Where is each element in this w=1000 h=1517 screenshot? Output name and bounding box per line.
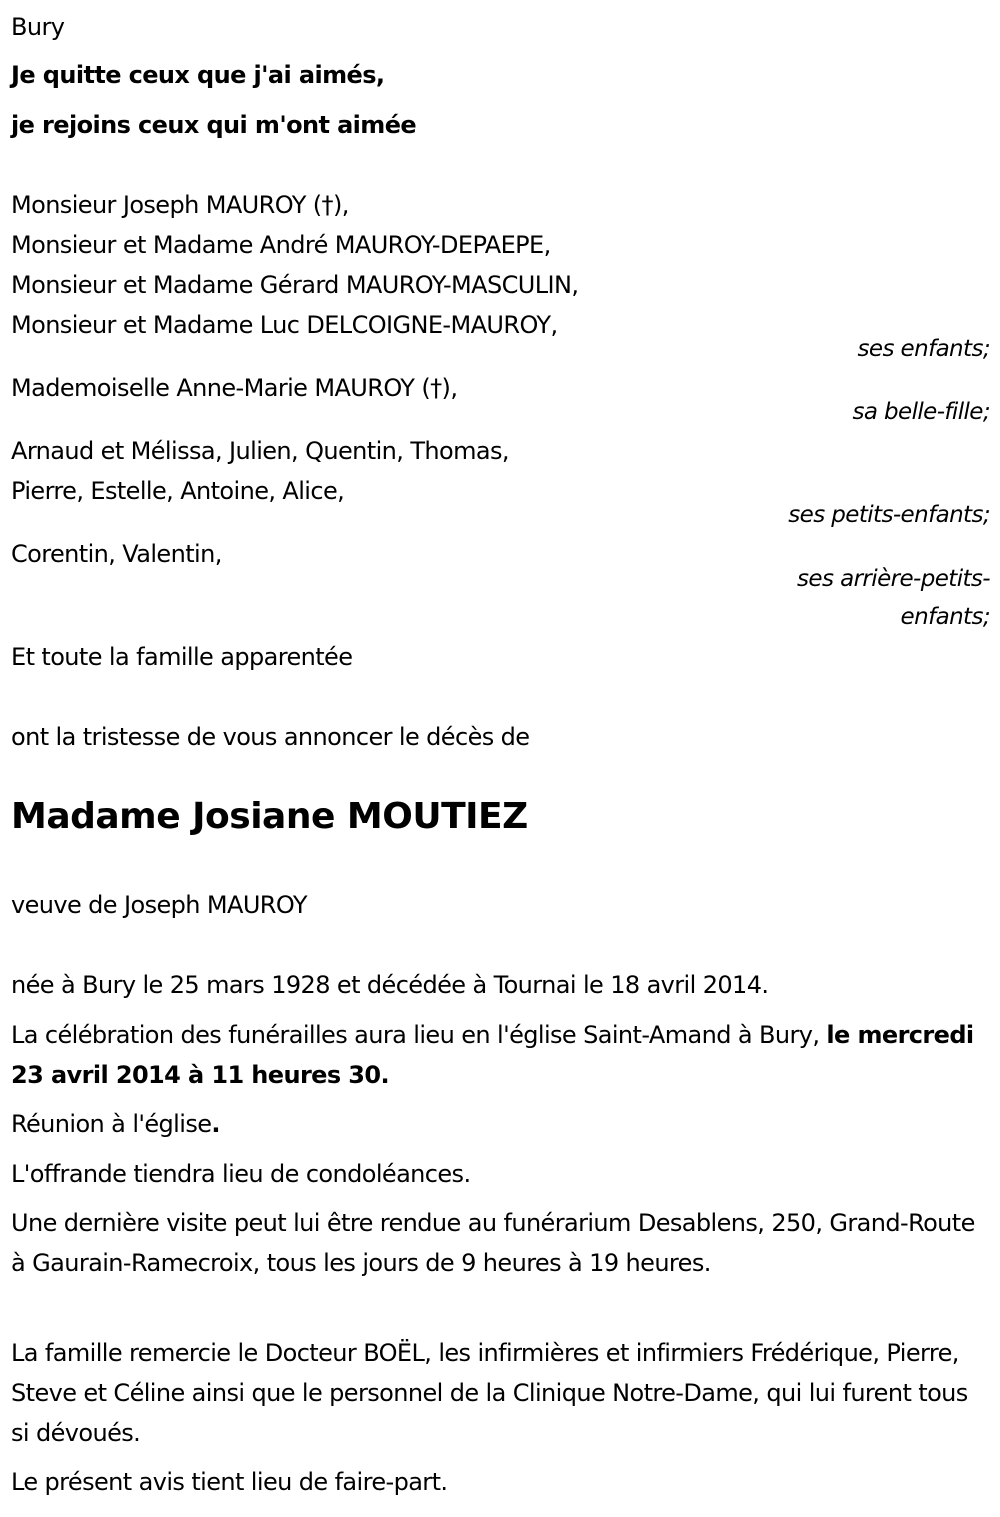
epigraph-line-1: Je quitte ceux que j'ai aimés, bbox=[11, 61, 385, 89]
great-grandchildren-relation-1: ses arrière-petits- bbox=[797, 566, 990, 592]
grandchildren-relation: ses petits-enfants; bbox=[788, 502, 990, 528]
ceremony-text: La célébration des funérailles aura lieu en l'église Saint-Amand à Bury, bbox=[11, 1021, 827, 1049]
widow-of: veuve de Joseph MAUROY bbox=[11, 891, 307, 919]
daughter-in-law: Mademoiselle Anne-Marie MAUROY (†), bbox=[11, 374, 458, 402]
ceremony-paragraph bbox=[11, 1015, 986, 1095]
great-grandchildren: Corentin, Valentin, bbox=[11, 540, 222, 568]
child-2: Monsieur et Madame André MAUROY-DEPAEPE, bbox=[11, 231, 551, 259]
thanks-paragraph: La famille remercie le Docteur BOËL, les infirmières et infirmiers Frédérique, Pierre, Steve et Céline ainsi que le personnel de la Clinique Notre-Dame, qui lui furent tous si dévoués. bbox=[11, 1339, 968, 1447]
meeting-paragraph bbox=[11, 1104, 986, 1144]
great-grandchildren-relation-2: enfants; bbox=[900, 604, 990, 630]
child-1: Monsieur Joseph MAUROY (†), bbox=[11, 191, 349, 219]
grandchildren-line-2: Pierre, Estelle, Antoine, Alice, bbox=[11, 477, 345, 505]
condolences: L'offrande tiendra lieu de condoléances. bbox=[11, 1160, 471, 1188]
grandchildren-line-1: Arnaud et Mélissa, Julien, Quentin, Thomas, bbox=[11, 437, 509, 465]
children-relation: ses enfants; bbox=[857, 336, 990, 362]
child-4: Monsieur et Madame Luc DELCOIGNE-MAUROY, bbox=[11, 311, 558, 339]
location: Bury bbox=[11, 13, 65, 41]
child-3: Monsieur et Madame Gérard MAUROY-MASCULIN, bbox=[11, 271, 579, 299]
deceased-name: Madame Josiane MOUTIEZ bbox=[11, 796, 528, 837]
extended-family: Et toute la famille apparentée bbox=[11, 643, 353, 671]
closing: Le présent avis tient lieu de faire-part. bbox=[11, 1468, 448, 1496]
daughter-in-law-relation: sa belle-fille; bbox=[852, 399, 990, 425]
birth-death: née à Bury le 25 mars 1928 et décédée à Tournai le 18 avril 2014. bbox=[11, 971, 769, 999]
announcement: ont la tristesse de vous annoncer le décès de bbox=[11, 723, 530, 751]
visit-paragraph: Une dernière visite peut lui être rendue au funérarium Desablens, 250, Grand-Route à Gaurain-Ramecroix, tous les jours de 9 heures à 19 heures. bbox=[11, 1209, 975, 1277]
meeting-text: Réunion à l'église bbox=[11, 1110, 212, 1138]
epigraph-line-2: je rejoins ceux qui m'ont aimée bbox=[11, 111, 417, 139]
ceremony-date: le mercredi 23 avril 2014 à 11 heures 30. bbox=[11, 1021, 974, 1089]
meeting-period: . bbox=[211, 1110, 220, 1138]
